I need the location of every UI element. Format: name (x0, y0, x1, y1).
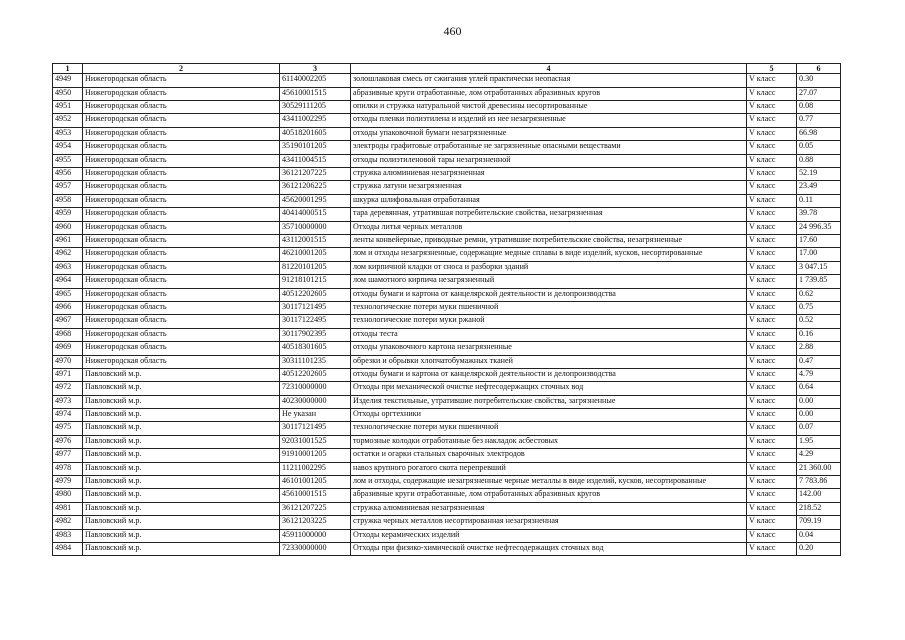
waste-name-cell: Отходы при механической очистке нефтесодержащих сточных вод (351, 382, 747, 395)
table-row (53, 516, 841, 529)
waste-name-cell: Изделия текстильные, утратившие потребительские свойства, загрязненные (351, 395, 747, 408)
amount-cell: 0.05 (797, 141, 841, 154)
region-cell: Павловский м.р. (83, 489, 280, 502)
table-row (53, 368, 841, 381)
waste-name-cell: отходы упаковочной бумаги незагрязненные (351, 127, 747, 140)
waste-code-cell: 35710000000 (280, 221, 351, 234)
amount-cell: 1.95 (797, 435, 841, 448)
hazard-class-cell: V класс (747, 301, 797, 314)
row-number-cell: 4974 (53, 409, 83, 422)
hazard-class-cell: V класс (747, 409, 797, 422)
waste-name-cell: обрезки и обрывки хлопчатобумажных тканей (351, 355, 747, 368)
table-row (53, 529, 841, 542)
region-cell: Нижегородская область (83, 275, 280, 288)
row-number-cell: 4962 (53, 248, 83, 261)
waste-code-cell: 45620001295 (280, 194, 351, 207)
amount-cell: 17.00 (797, 248, 841, 261)
table-row (53, 489, 841, 502)
region-cell: Павловский м.р. (83, 502, 280, 515)
amount-cell: 142.00 (797, 489, 841, 502)
region-cell: Нижегородская область (83, 342, 280, 355)
waste-code-cell: 36121207225 (280, 168, 351, 181)
waste-name-cell: Отходы оргтехники (351, 409, 747, 422)
waste-code-cell: 40518201605 (280, 127, 351, 140)
region-cell: Павловский м.р. (83, 476, 280, 489)
waste-name-cell: технологические потери муки пшеничной (351, 301, 747, 314)
region-cell: Нижегородская область (83, 221, 280, 234)
row-number-cell: 4965 (53, 288, 83, 301)
region-cell: Нижегородская область (83, 315, 280, 328)
waste-code-cell: 30529111205 (280, 101, 351, 114)
table-row (53, 127, 841, 140)
row-number-cell: 4953 (53, 127, 83, 140)
waste-name-cell: абразивные круги отработанные, лом отработанных абразивных кругов (351, 87, 747, 100)
row-number-cell: 4984 (53, 542, 83, 555)
amount-cell: 0.47 (797, 355, 841, 368)
waste-code-cell: 45610001515 (280, 489, 351, 502)
waste-name-cell: лом и отходы незагрязненные, содержащие медные сплавы в виде изделий, кусков, несортированные (351, 248, 747, 261)
waste-name-cell: тара деревянная, утратившая потребительские свойства, незагрязненная (351, 208, 747, 221)
row-number-cell: 4961 (53, 234, 83, 247)
row-number-cell: 4970 (53, 355, 83, 368)
waste-name-cell: тормозные колодки отработанные без накладок асбестовых (351, 435, 747, 448)
amount-cell: 0.64 (797, 382, 841, 395)
waste-name-cell: Отходы керамических изделий (351, 529, 747, 542)
waste-name-cell: отходы теста (351, 328, 747, 341)
amount-cell: 0.04 (797, 529, 841, 542)
region-cell: Нижегородская область (83, 74, 280, 87)
hazard-class-cell: V класс (747, 395, 797, 408)
waste-code-cell: 45911000000 (280, 529, 351, 542)
row-number-cell: 4957 (53, 181, 83, 194)
waste-code-cell: 81220101205 (280, 261, 351, 274)
waste-name-cell: отходы полиэтиленовой тары незагрязненной (351, 154, 747, 167)
waste-code-cell: 91910001205 (280, 449, 351, 462)
hazard-class-cell: V класс (747, 342, 797, 355)
waste-code-cell: 30311101235 (280, 355, 351, 368)
table-row (53, 462, 841, 475)
region-cell: Нижегородская область (83, 101, 280, 114)
hazard-class-cell: V класс (747, 542, 797, 555)
table-row (53, 382, 841, 395)
waste-code-cell: 91218101215 (280, 275, 351, 288)
waste-code-cell: 40512202605 (280, 288, 351, 301)
waste-name-cell: лом кирпичной кладки от сноса и разборки зданий (351, 261, 747, 274)
region-cell: Павловский м.р. (83, 395, 280, 408)
row-number-cell: 4975 (53, 422, 83, 435)
hazard-class-cell: V класс (747, 74, 797, 87)
amount-cell: 0.75 (797, 301, 841, 314)
waste-code-cell: 43411004515 (280, 154, 351, 167)
amount-cell: 24 996.35 (797, 221, 841, 234)
region-cell: Павловский м.р. (83, 422, 280, 435)
table-row (53, 301, 841, 314)
column-header: 1 (53, 64, 83, 74)
amount-cell: 0.88 (797, 154, 841, 167)
column-header: 6 (797, 64, 841, 74)
waste-register-table (52, 63, 841, 556)
waste-code-cell: 40518301605 (280, 342, 351, 355)
table-row (53, 181, 841, 194)
waste-code-cell: 46210001205 (280, 248, 351, 261)
table-row (53, 208, 841, 221)
region-cell: Нижегородская область (83, 154, 280, 167)
waste-name-cell: электроды графитовые отработанные не загрязненные опасными веществами (351, 141, 747, 154)
waste-code-cell: 72310000000 (280, 382, 351, 395)
amount-cell: 0.62 (797, 288, 841, 301)
waste-code-cell: 45610001515 (280, 87, 351, 100)
waste-code-cell: 36121207225 (280, 502, 351, 515)
table-row (53, 328, 841, 341)
amount-cell: 39.78 (797, 208, 841, 221)
amount-cell: 27.07 (797, 87, 841, 100)
amount-cell: 709.19 (797, 516, 841, 529)
row-number-cell: 4966 (53, 301, 83, 314)
amount-cell: 0.11 (797, 194, 841, 207)
region-cell: Павловский м.р. (83, 435, 280, 448)
hazard-class-cell: V класс (747, 275, 797, 288)
table-row (53, 476, 841, 489)
waste-name-cell: золошлаковая смесь от сжигания углей практически неопасная (351, 74, 747, 87)
waste-name-cell: отходы пленки полиэтилена и изделий из нее незагрязненные (351, 114, 747, 127)
row-number-cell: 4980 (53, 489, 83, 502)
waste-name-cell: Отходы литья черных металлов (351, 221, 747, 234)
waste-name-cell: стружка черных металлов несортированная незагрязненная (351, 516, 747, 529)
region-cell: Нижегородская область (83, 261, 280, 274)
table-row (53, 342, 841, 355)
table-row (53, 101, 841, 114)
hazard-class-cell: V класс (747, 368, 797, 381)
table-row (53, 422, 841, 435)
row-number-cell: 4951 (53, 101, 83, 114)
amount-cell: 4.29 (797, 449, 841, 462)
waste-code-cell: 72330000000 (280, 542, 351, 555)
waste-code-cell: 11211002295 (280, 462, 351, 475)
table-row (53, 275, 841, 288)
table-row (53, 395, 841, 408)
table-row (53, 114, 841, 127)
table-row (53, 248, 841, 261)
waste-code-cell: 30117902395 (280, 328, 351, 341)
row-number-cell: 4956 (53, 168, 83, 181)
hazard-class-cell: V класс (747, 194, 797, 207)
region-cell: Павловский м.р. (83, 462, 280, 475)
amount-cell: 0.00 (797, 409, 841, 422)
row-number-cell: 4979 (53, 476, 83, 489)
region-cell: Нижегородская область (83, 234, 280, 247)
hazard-class-cell: V класс (747, 234, 797, 247)
amount-cell: 0.77 (797, 114, 841, 127)
waste-code-cell: 36121203225 (280, 516, 351, 529)
waste-name-cell: опилки и стружка натуральной чистой древесины несортированные (351, 101, 747, 114)
hazard-class-cell: V класс (747, 248, 797, 261)
table-row (53, 261, 841, 274)
region-cell: Нижегородская область (83, 194, 280, 207)
region-cell: Нижегородская область (83, 208, 280, 221)
table-row (53, 234, 841, 247)
hazard-class-cell: V класс (747, 529, 797, 542)
region-cell: Нижегородская область (83, 301, 280, 314)
hazard-class-cell: V класс (747, 449, 797, 462)
amount-cell: 0.52 (797, 315, 841, 328)
table-header-row (53, 64, 841, 74)
amount-cell: 7 783.86 (797, 476, 841, 489)
region-cell: Нижегородская область (83, 181, 280, 194)
amount-cell: 218.52 (797, 502, 841, 515)
region-cell: Нижегородская область (83, 328, 280, 341)
waste-name-cell: Отходы при физико-химической очистке нефтесодержащих сточных вод (351, 542, 747, 555)
row-number-cell: 4952 (53, 114, 83, 127)
waste-name-cell: стружка латуни незагрязненная (351, 181, 747, 194)
hazard-class-cell: V класс (747, 141, 797, 154)
table-row (53, 435, 841, 448)
waste-name-cell: навоз крупного рогатого скота перепревший (351, 462, 747, 475)
hazard-class-cell: V класс (747, 221, 797, 234)
table-row (53, 315, 841, 328)
column-header: 4 (351, 64, 747, 74)
row-number-cell: 4968 (53, 328, 83, 341)
hazard-class-cell: V класс (747, 489, 797, 502)
hazard-class-cell: V класс (747, 87, 797, 100)
row-number-cell: 4971 (53, 368, 83, 381)
waste-code-cell: 30117121495 (280, 422, 351, 435)
row-number-cell: 4949 (53, 74, 83, 87)
region-cell: Нижегородская область (83, 114, 280, 127)
row-number-cell: 4950 (53, 87, 83, 100)
region-cell: Павловский м.р. (83, 516, 280, 529)
row-number-cell: 4967 (53, 315, 83, 328)
hazard-class-cell: V класс (747, 261, 797, 274)
hazard-class-cell: V класс (747, 422, 797, 435)
amount-cell: 0.20 (797, 542, 841, 555)
column-header: 5 (747, 64, 797, 74)
waste-name-cell: технологические потери муки пшеничной (351, 422, 747, 435)
waste-name-cell: абразивные круги отработанные, лом отработанных абразивных кругов (351, 489, 747, 502)
hazard-class-cell: V класс (747, 315, 797, 328)
hazard-class-cell: V класс (747, 382, 797, 395)
amount-cell: 0.07 (797, 422, 841, 435)
amount-cell: 0.08 (797, 101, 841, 114)
amount-cell: 3 047.15 (797, 261, 841, 274)
amount-cell: 2.88 (797, 342, 841, 355)
amount-cell: 0.30 (797, 74, 841, 87)
table-row (53, 449, 841, 462)
hazard-class-cell: V класс (747, 154, 797, 167)
hazard-class-cell: V класс (747, 208, 797, 221)
row-number-cell: 4963 (53, 261, 83, 274)
hazard-class-cell: V класс (747, 502, 797, 515)
row-number-cell: 4969 (53, 342, 83, 355)
table-row (53, 87, 841, 100)
row-number-cell: 4959 (53, 208, 83, 221)
table-row (53, 409, 841, 422)
waste-name-cell: отходы бумаги и картона от канцелярской деятельности и делопроизводства (351, 368, 747, 381)
hazard-class-cell: V класс (747, 114, 797, 127)
waste-name-cell: отходы бумаги и картона от канцелярской деятельности и делопроизводства (351, 288, 747, 301)
waste-code-cell: 35190101205 (280, 141, 351, 154)
waste-name-cell: шкурка шлифовальная отработанная (351, 194, 747, 207)
hazard-class-cell: V класс (747, 516, 797, 529)
region-cell: Павловский м.р. (83, 368, 280, 381)
region-cell: Нижегородская область (83, 127, 280, 140)
table-row (53, 355, 841, 368)
hazard-class-cell: V класс (747, 328, 797, 341)
amount-cell: 52.19 (797, 168, 841, 181)
waste-code-cell: 46101001205 (280, 476, 351, 489)
amount-cell: 21 360.00 (797, 462, 841, 475)
region-cell: Нижегородская область (83, 288, 280, 301)
amount-cell: 0.16 (797, 328, 841, 341)
waste-code-cell: 61140002205 (280, 74, 351, 87)
waste-code-cell: Не указан (280, 409, 351, 422)
table-row (53, 542, 841, 555)
waste-name-cell: лом шамотного кирпича незагрязненный (351, 275, 747, 288)
waste-code-cell: 30117122495 (280, 315, 351, 328)
row-number-cell: 4964 (53, 275, 83, 288)
row-number-cell: 4954 (53, 141, 83, 154)
waste-name-cell: стружка алюминиевая незагрязненная (351, 502, 747, 515)
waste-code-cell: 40414000515 (280, 208, 351, 221)
hazard-class-cell: V класс (747, 476, 797, 489)
waste-code-cell: 40512202605 (280, 368, 351, 381)
waste-code-cell: 30117121495 (280, 301, 351, 314)
region-cell: Павловский м.р. (83, 409, 280, 422)
hazard-class-cell: V класс (747, 288, 797, 301)
region-cell: Нижегородская область (83, 355, 280, 368)
waste-name-cell: стружка алюминиевая незагрязненная (351, 168, 747, 181)
region-cell: Павловский м.р. (83, 382, 280, 395)
row-number-cell: 4981 (53, 502, 83, 515)
hazard-class-cell: V класс (747, 168, 797, 181)
table-row (53, 74, 841, 87)
table-row (53, 168, 841, 181)
table-row (53, 154, 841, 167)
waste-code-cell: 43411002295 (280, 114, 351, 127)
amount-cell: 1 739.85 (797, 275, 841, 288)
table-row (53, 502, 841, 515)
amount-cell: 0.00 (797, 395, 841, 408)
waste-name-cell: технологические потери муки ржаной (351, 315, 747, 328)
region-cell: Павловский м.р. (83, 529, 280, 542)
table-row (53, 194, 841, 207)
table-row (53, 141, 841, 154)
row-number-cell: 4978 (53, 462, 83, 475)
hazard-class-cell: V класс (747, 435, 797, 448)
waste-name-cell: остатки и огарки стальных сварочных электродов (351, 449, 747, 462)
region-cell: Нижегородская область (83, 87, 280, 100)
region-cell: Нижегородская область (83, 141, 280, 154)
row-number-cell: 4977 (53, 449, 83, 462)
hazard-class-cell: V класс (747, 462, 797, 475)
column-header: 2 (83, 64, 280, 74)
region-cell: Нижегородская область (83, 168, 280, 181)
waste-name-cell: отходы упаковочного картона незагрязненные (351, 342, 747, 355)
table-row (53, 288, 841, 301)
amount-cell: 17.60 (797, 234, 841, 247)
waste-code-cell: 36121206225 (280, 181, 351, 194)
waste-code-cell: 92031001525 (280, 435, 351, 448)
row-number-cell: 4973 (53, 395, 83, 408)
waste-name-cell: ленты конвейерные, приводные ремни, утратившие потребительские свойства, незагрязненные (351, 234, 747, 247)
region-cell: Павловский м.р. (83, 449, 280, 462)
region-cell: Нижегородская область (83, 248, 280, 261)
table-row (53, 221, 841, 234)
waste-code-cell: 40230000000 (280, 395, 351, 408)
waste-code-cell: 43112001515 (280, 234, 351, 247)
region-cell: Павловский м.р. (83, 542, 280, 555)
row-number-cell: 4955 (53, 154, 83, 167)
amount-cell: 4.79 (797, 368, 841, 381)
amount-cell: 23.49 (797, 181, 841, 194)
row-number-cell: 4960 (53, 221, 83, 234)
hazard-class-cell: V класс (747, 127, 797, 140)
row-number-cell: 4976 (53, 435, 83, 448)
hazard-class-cell: V класс (747, 181, 797, 194)
table-body (53, 74, 841, 556)
waste-name-cell: лом и отходы, содержащие незагрязненные черные металлы в виде изделий, кусков, несортированные (351, 476, 747, 489)
hazard-class-cell: V класс (747, 355, 797, 368)
row-number-cell: 4972 (53, 382, 83, 395)
hazard-class-cell: V класс (747, 101, 797, 114)
amount-cell: 66.98 (797, 127, 841, 140)
column-header: 3 (280, 64, 351, 74)
row-number-cell: 4958 (53, 194, 83, 207)
row-number-cell: 4983 (53, 529, 83, 542)
row-number-cell: 4982 (53, 516, 83, 529)
page-number: 460 (443, 24, 462, 38)
